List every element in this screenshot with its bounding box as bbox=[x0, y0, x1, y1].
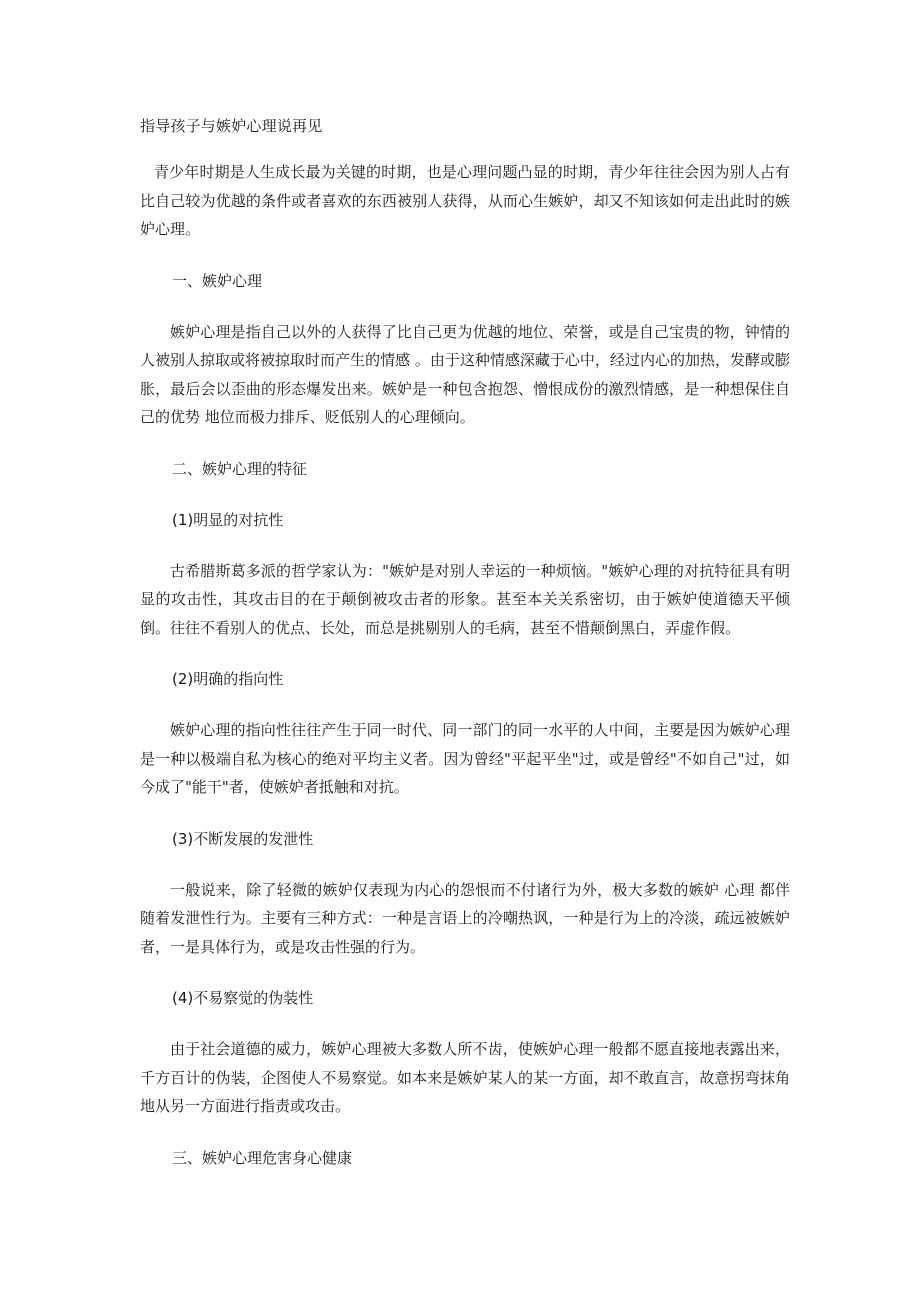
subsection-3-paragraph: 一般说来，除了轻微的嫉妒仅表现为内心的怨恨而不付诸行为外，极大多数的嫉妒 心理 都伴随着发泄性行为。主要有三种方式：一种是言语上的冷嘲热讽，一种是行为上的冷淡，疏远被嫉妒者，一是具体行为，或是攻击性强的行为。 bbox=[140, 880, 790, 956]
subsection-number: (4) bbox=[172, 989, 194, 1007]
section-heading-2: 二、嫉妒心理的特征 bbox=[172, 459, 308, 478]
subsection-number: (2) bbox=[172, 670, 194, 688]
section-1-paragraph: 嫉妒心理是指自己以外的人获得了比自己更为优越的地位、荣誉，或是自己宝贵的物，钟情的人被别人掠取或将被掠取时而产生的情感 。由于这种情感深藏于心中，经过内心的加热，发酵或膨胀，最后会以歪曲的形态爆发出来。嫉妒是一种包含抱怨、憎恨成份的激烈情感，是一种想保住自己的优势 地位而极力排斥、贬低别人的心理倾向。 bbox=[140, 322, 790, 426]
subsection-number: (1) bbox=[172, 510, 194, 529]
subsection-title: 不易察觉的伪装性 bbox=[193, 989, 314, 1007]
subsection-4-paragraph: 由于社会道德的威力，嫉妒心理被大多数人所不齿，使嫉妒心理一般都不愿直接地表露出来，千方百计的伪装，企图使人不易察觉。如本来是嫉妒某人的某一方面，却不敢直言，故意拐弯抹角地从另一方面进行指责或攻击。 bbox=[140, 1040, 790, 1115]
subsection-2-paragraph: 嫉妒心理的指向性往往产生于同一时代、同一部门的同一水平的人中间，主要是因为嫉妒心理是一种以极端自私为核心的绝对平均主义者。因为曾经"平起平坐"过，或是曾经"不如自己"过，如今成了"能干"者，使嫉妒者抵触和对抗。 bbox=[140, 721, 790, 796]
section-heading-1: 一、嫉妒心理 bbox=[172, 271, 263, 290]
subsection-heading-4 bbox=[140, 984, 790, 1012]
subsection-title: 不断发展的发泄性 bbox=[193, 829, 314, 848]
subsection-heading-2 bbox=[140, 665, 790, 693]
subsection-title: 明显的对抗性 bbox=[193, 510, 284, 529]
section-heading-3: 三、嫉妒心理危害身心健康 bbox=[172, 1148, 353, 1167]
document-title: 指导孩子与嫉妒心理说再见 bbox=[140, 117, 323, 135]
subsection-number: (3) bbox=[172, 829, 194, 848]
intro-paragraph: 青少年时期是人生成长最为关键的时期，也是心理问题凸显的时期，青少年往往会因为别人占有比自己较为优越的条件或者喜欢的东西被别人获得，从而心生嫉妒，却又不知该如何走出此时的嫉妒心理。 bbox=[140, 163, 790, 238]
subsection-heading-1 bbox=[140, 506, 790, 534]
subsection-title: 明确的指向性 bbox=[193, 670, 284, 688]
subsection-1-paragraph: 古希腊斯葛多派的哲学家认为："嫉妒是对别人幸运的一种烦恼。"嫉妒心理的对抗特征具有明显的攻击性，其攻击目的在于颠倒被攻击者的形象。甚至本关关系密切，由于嫉妒使道德天平倾倒。往往不看别人的优点、长处，而总是挑剔别人的毛病，甚至不惜颠倒黑白，弄虚作假。 bbox=[140, 561, 790, 637]
document-page bbox=[140, 112, 790, 1195]
subsection-heading-3 bbox=[140, 825, 790, 853]
